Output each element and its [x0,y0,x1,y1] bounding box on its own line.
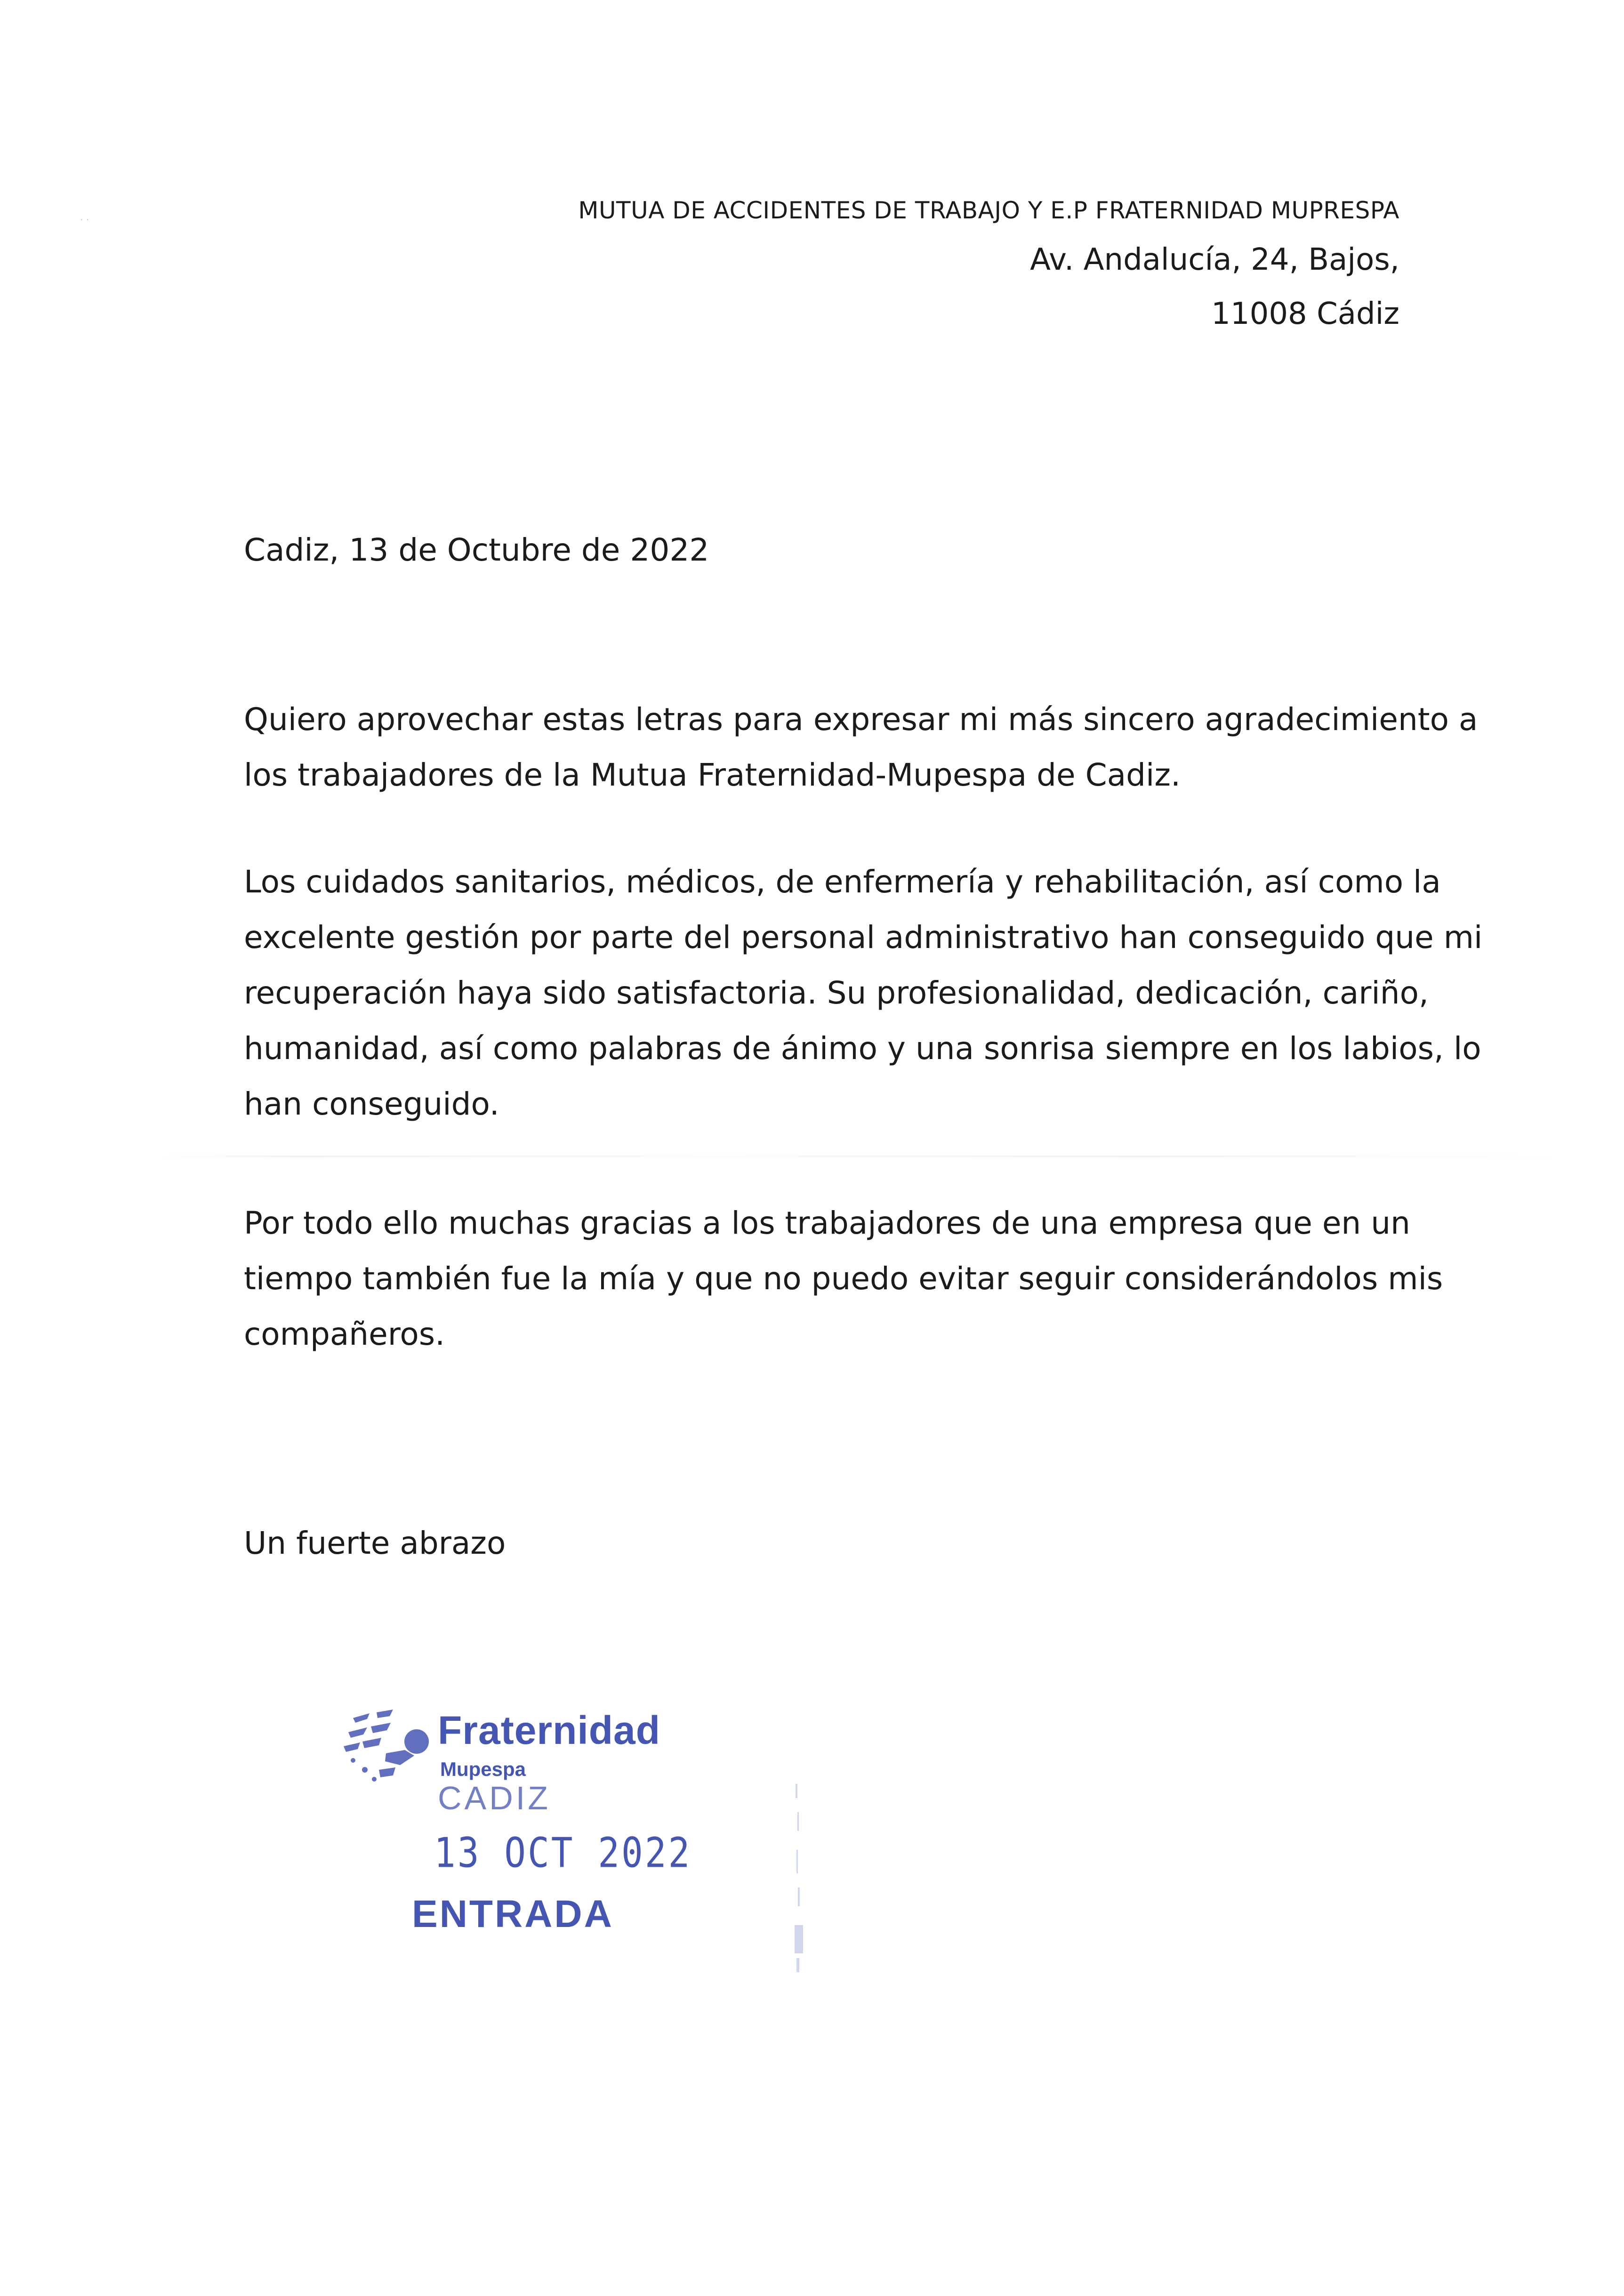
paragraph-gratitude [244,692,1478,803]
scan-fold-line [155,1156,1568,1157]
paragraph-line: compañeros. [244,1316,445,1352]
paragraph-care [244,854,1483,1132]
recipient-postal-city: 11008 Cádiz [1211,297,1399,331]
paragraph-line: recuperación haya sido satisfactoria. Su profesionalidad, dedicación, cariño, [244,975,1429,1011]
recipient-address [578,188,1399,341]
paragraph-line: Por todo ello muchas gracias a los trabajadores de una empresa que en un [244,1205,1410,1241]
stamp-entry-label: ENTRADA [412,1893,614,1935]
paragraph-line: han conseguido. [244,1086,499,1122]
fraternidad-logo-icon [334,1709,433,1793]
paragraph-line: Quiero aprovechar estas letras para expresar mi más sincero agradecimiento a [244,701,1478,738]
stamp-date: 13 OCT 2022 [434,1829,692,1877]
recipient-organization: MUTUA DE ACCIDENTES DE TRABAJO Y E.P FRATERNIDAD MUPRESPA [578,197,1399,224]
faint-stamp-edge [786,1784,814,1982]
letter-closing: Un fuerte abrazo [244,1525,506,1561]
paragraph-line: humanidad, así como palabras de ánimo y una sonrisa siempre en los labios, lo [244,1030,1481,1067]
paragraph-thanks [244,1196,1443,1362]
paragraph-line: tiempo también fue la mía y que no puedo evitar seguir considerándolos mis [244,1260,1443,1297]
stamp-subbrand: Mupespa [440,1758,526,1780]
stamp-brand: Fraternidad [438,1708,661,1752]
received-stamp [334,1694,692,1958]
stamp-city: CADIZ [438,1780,551,1816]
letter-date: Cadiz, 13 de Octubre de 2022 [244,532,709,568]
paragraph-line: excelente gestión por parte del personal administrativo han conseguido que mi [244,919,1483,955]
recipient-street: Av. Andalucía, 24, Bajos, [1030,242,1399,277]
paragraph-line: los trabajadores de la Mutua Fraternidad-Mupespa de Cadiz. [244,757,1181,793]
paragraph-line: Los cuidados sanitarios, médicos, de enfermería y rehabilitación, así como la [244,864,1441,900]
scan-artifact: · · [80,214,89,225]
